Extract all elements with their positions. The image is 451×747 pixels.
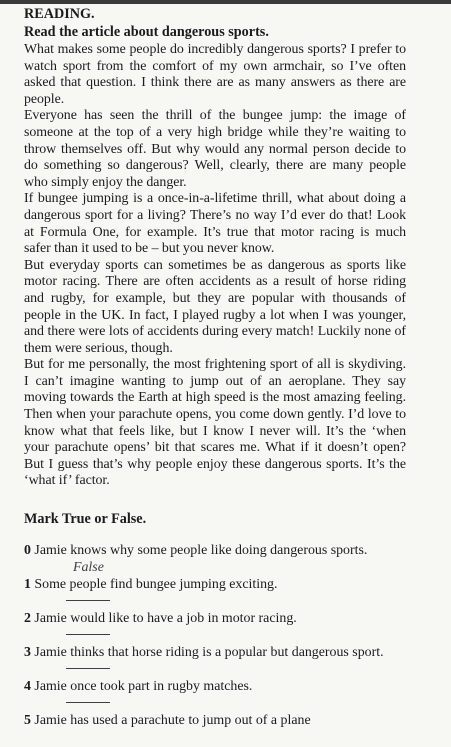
article-paragraph-2: Everyone has seen the thrill of the bungee jump: the image of someone at the top of a very high bridge while they’re waiting to throw themselves off. But why would any normal person decide to do something so dangerous? Well, clearly, there are many people who simply enjoy the danger. — [24, 108, 406, 190]
statement-4 — [24, 679, 406, 713]
statement-text: Jamie knows why some people like doing dangerous sports. — [30, 543, 368, 559]
statement-text: Jamie thinks that horse riding is a popular but dangerous sport. — [30, 645, 384, 661]
statement-text: Jamie has used a parachute to jump out of a plane — [30, 713, 311, 729]
answer-blank-3[interactable] — [66, 668, 110, 669]
article-paragraph-1: What makes some people do incredibly dangerous sports? I prefer to watch sport from the comfort of my own armchair, so I’ve often asked that question. I think there are as many answers as there are people. — [24, 42, 406, 107]
article-paragraph-4: But everyday sports can sometimes be as dangerous as sports like motor racing. There are often accidents as a result of horse riding and rugby, for example, but they are popular with thousands of people in the UK. In fact, I played rugby a lot when I was younger, and there were lots of accidents during every match! Luckily none of them were serious, though. — [24, 257, 406, 356]
statement-number: 3 — [24, 645, 31, 661]
statement-number: 2 — [24, 611, 31, 627]
statement-text: Jamie would like to have a job in motor racing. — [30, 611, 297, 627]
article-paragraph-3: If bungee jumping is a once-in-a-lifetime thrill, what about doing a dangerous sport for a living? There’s no way I’d ever do that! Look at Formula One, for example. It’s true that motor racing is much safer than it used to be – but you never know. — [24, 191, 406, 257]
statement-2 — [24, 611, 406, 645]
statement-number: 4 — [24, 679, 31, 695]
task-title: Mark True or False. — [24, 511, 147, 528]
article — [24, 42, 406, 490]
statement-text: Jamie once took part in rugby matches. — [30, 679, 253, 695]
statement-number: 1 — [24, 577, 31, 593]
statement-list — [24, 543, 406, 747]
statement-number: 5 — [24, 713, 31, 729]
statement-5 — [24, 713, 406, 747]
answer-blank-4[interactable] — [66, 702, 110, 703]
article-paragraph-5: But for me personally, the most frightening sport of all is skydiving. I can’t imagine wanting to jump out of an aeroplane. They say moving towards the Earth at high speed is the most amazing feeling. Then when your parachute opens, you come down gently. I’d love to know what that feels like, but I know I never will. It’s the ‘when your parachute opens’ bit that scares me. What if it doesn’t open? But I guess that’s why people enjoy these dangerous sports. It’s the ‘what if’ factor. — [24, 357, 406, 489]
statement-1 — [24, 577, 406, 611]
answer-blank-1[interactable] — [66, 600, 110, 601]
reading-instruction: Read the article about dangerous sports. — [24, 24, 269, 40]
answer-blank-2[interactable] — [66, 634, 110, 635]
top-edge-bar — [0, 0, 451, 4]
statement-number: 0 — [24, 543, 31, 559]
worksheet — [24, 6, 406, 747]
statement-0 — [24, 543, 406, 577]
section-heading: READING. — [24, 6, 95, 22]
answer-example: False — [73, 560, 104, 576]
statement-3 — [24, 645, 406, 679]
statement-text: Some people find bungee jumping exciting. — [30, 577, 278, 593]
